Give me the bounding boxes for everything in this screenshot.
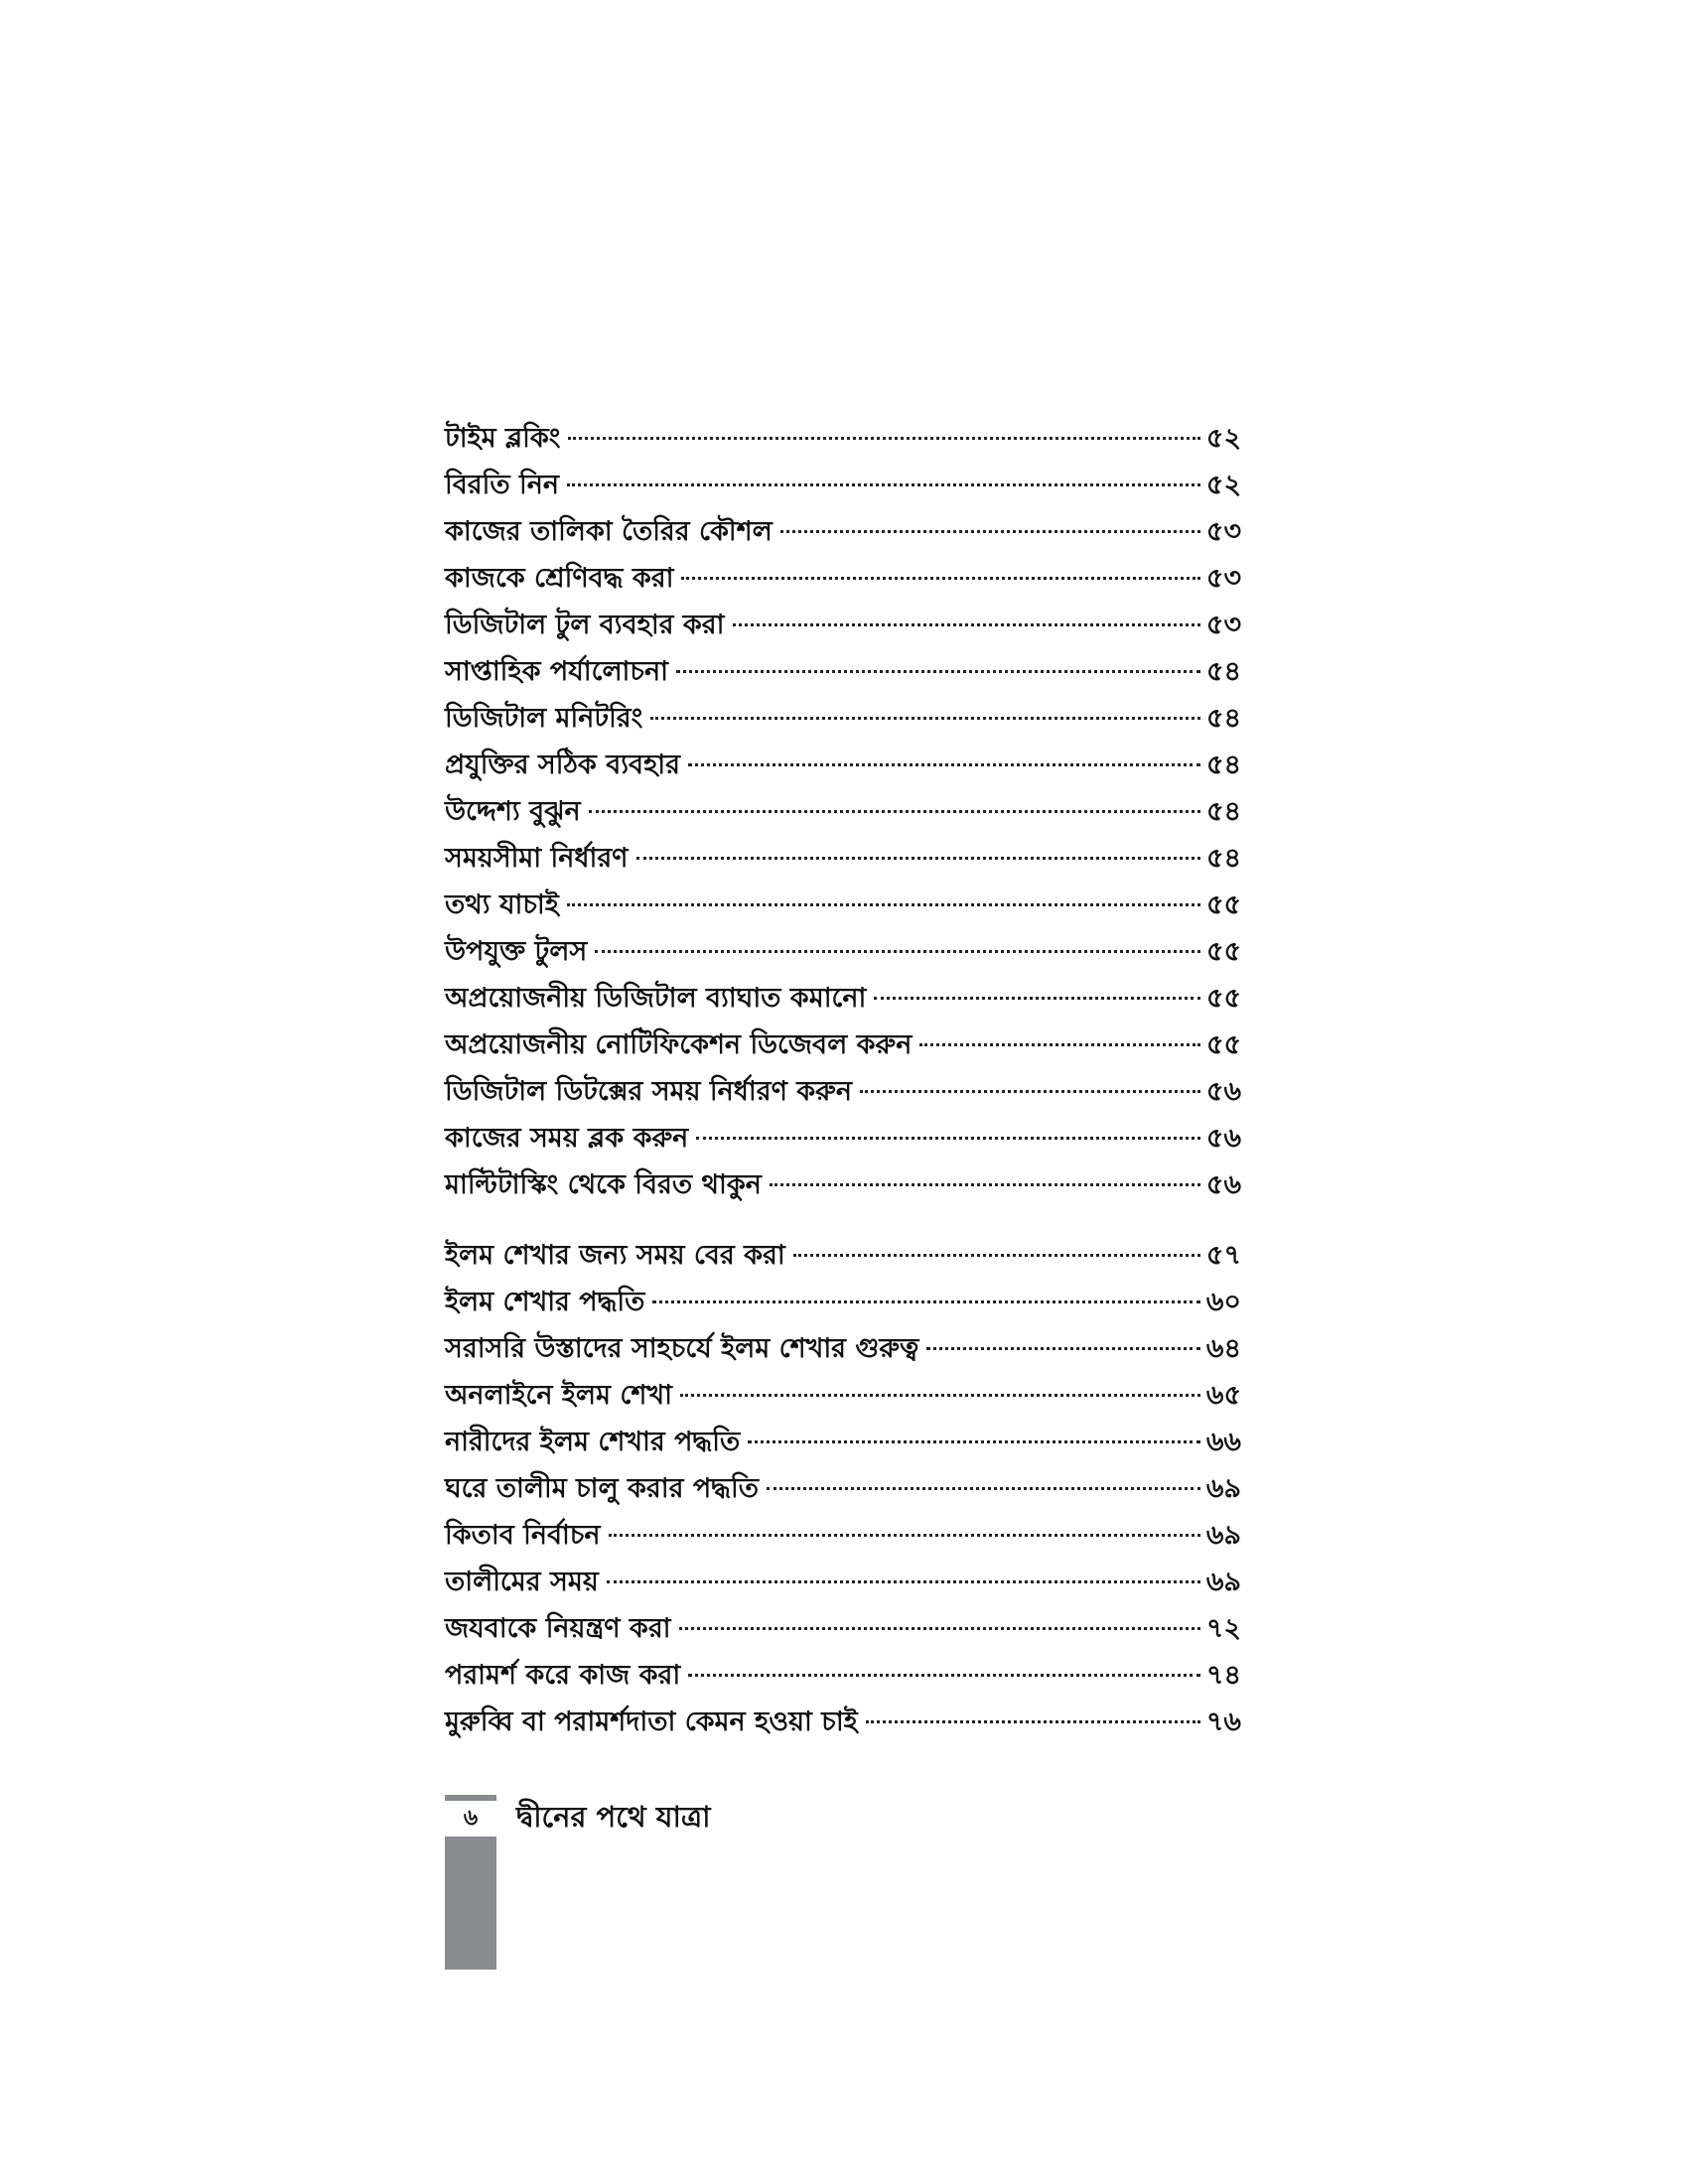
- toc-entry-title: ডিজিটাল ডিটক্সের সময় নির্ধারণ করুন: [445, 1076, 853, 1107]
- dot-leader: [681, 577, 1199, 580]
- toc-entry[interactable]: [445, 1699, 1241, 1745]
- toc-entry[interactable]: [445, 1232, 1241, 1279]
- dot-leader: [748, 1440, 1200, 1443]
- toc-group: [445, 415, 1241, 1208]
- toc-entry[interactable]: [445, 788, 1241, 835]
- toc-entry-page: ৬৯: [1205, 1520, 1241, 1551]
- dot-leader: [567, 483, 1200, 486]
- toc-entry-title: টাইম ব্লকিং: [445, 423, 561, 454]
- toc-entry-title: কাজের তালিকা তৈরির কৌশল: [445, 516, 773, 547]
- toc-entry-page: ৫৫: [1205, 889, 1241, 920]
- toc-entry-title: ডিজিটাল মনিটরিং: [445, 703, 643, 734]
- toc-entry-page: ৫২: [1205, 470, 1241, 500]
- toc-entry-title: ইলম শেখার জন্য সময় বের করা: [445, 1240, 785, 1271]
- toc-entry[interactable]: [445, 835, 1241, 882]
- dot-leader: [568, 437, 1200, 440]
- toc-entry-title: তথ্য যাচাই: [445, 889, 559, 920]
- toc-entry[interactable]: [445, 975, 1241, 1022]
- dot-leader: [926, 1347, 1200, 1350]
- toc-entry[interactable]: [445, 1115, 1241, 1161]
- toc-entry-page: ৭২: [1205, 1613, 1241, 1644]
- page-footer: [445, 1795, 1041, 1970]
- toc-entry-title: ঘরে তালীম চালু করার পদ্ধতি: [445, 1473, 759, 1504]
- toc-entry[interactable]: [445, 508, 1241, 555]
- dot-leader: [595, 950, 1200, 953]
- toc-entry-title: প্রযুক্তির সঠিক ব্যবহার: [445, 750, 680, 780]
- page-number-tab: [445, 1795, 496, 1970]
- toc-entry-page: ৫৪: [1205, 656, 1241, 687]
- toc-entry[interactable]: [445, 1559, 1241, 1605]
- toc-entry[interactable]: [445, 1325, 1241, 1372]
- toc-entry-page: ৭৪: [1205, 1660, 1241, 1691]
- toc-entry-title: কিতাব নির্বাচন: [445, 1520, 601, 1551]
- toc-entry[interactable]: [445, 1068, 1241, 1115]
- toc-entry-title: তালীমের সময়: [445, 1567, 599, 1597]
- toc-entry[interactable]: [445, 1022, 1241, 1068]
- toc-entry-title: অপ্রয়োজনীয় ডিজিটাল ব্যাঘাত কমানো: [445, 983, 867, 1014]
- toc-entry-title: নারীদের ইলম শেখার পদ্ধতি: [445, 1427, 741, 1457]
- dot-leader: [767, 1487, 1200, 1490]
- dot-leader: [567, 903, 1200, 906]
- dot-leader: [607, 1580, 1200, 1583]
- toc-entry-title: ডিজিটাল টুল ব্যবহার করা: [445, 610, 725, 640]
- toc-entry[interactable]: [445, 742, 1241, 788]
- toc-entry-page: ৫৭: [1205, 1240, 1241, 1271]
- dot-leader: [688, 1674, 1200, 1677]
- toc-entry[interactable]: [445, 1652, 1241, 1699]
- dot-leader: [696, 1137, 1200, 1140]
- toc-entry-page: ৫৪: [1205, 750, 1241, 780]
- dot-leader: [680, 1394, 1200, 1397]
- toc-entry-title: কাজের সময় ব্লক করুন: [445, 1123, 689, 1154]
- dot-leader: [609, 1534, 1200, 1537]
- dot-leader: [589, 810, 1200, 813]
- toc-entry[interactable]: [445, 1465, 1241, 1512]
- dot-leader: [866, 1720, 1200, 1723]
- dot-leader: [860, 1090, 1200, 1093]
- toc-entry-page: ৬০: [1205, 1287, 1241, 1317]
- toc-entry-page: ৬৪: [1205, 1333, 1241, 1364]
- toc-entry-title: মাল্টিটাস্কিং থেকে বিরত থাকুন: [445, 1169, 762, 1200]
- toc-entry-page: ৫৪: [1205, 843, 1241, 874]
- toc-entry-title: বিরতি নিন: [445, 470, 559, 500]
- dot-leader: [919, 1043, 1200, 1046]
- toc-entry[interactable]: [445, 648, 1241, 695]
- toc-entry[interactable]: [445, 1279, 1241, 1325]
- toc-entry-page: ৫৬: [1205, 1123, 1241, 1154]
- toc-entry-page: ৫৫: [1205, 936, 1241, 967]
- toc-entry-title: মুরুব্বি বা পরামর্শদাতা কেমন হওয়া চাই: [445, 1706, 858, 1737]
- toc-entry-page: ৫৬: [1205, 1076, 1241, 1107]
- toc-entry-page: ৫৪: [1205, 796, 1241, 827]
- toc-entry-page: ৭৬: [1205, 1706, 1241, 1737]
- toc-entry[interactable]: [445, 462, 1241, 508]
- table-of-contents: [445, 415, 1241, 1745]
- toc-entry[interactable]: [445, 415, 1241, 462]
- toc-entry[interactable]: [445, 928, 1241, 975]
- toc-entry-page: ৫৩: [1205, 563, 1241, 594]
- toc-entry-page: ৫৬: [1205, 1169, 1241, 1200]
- dot-leader: [676, 670, 1200, 673]
- dot-leader: [688, 763, 1200, 766]
- toc-entry-page: ৫৪: [1205, 703, 1241, 734]
- dot-leader: [650, 717, 1200, 720]
- toc-entry-title: কাজকে শ্রেণিবদ্ধ করা: [445, 563, 674, 594]
- toc-entry-page: ৬৯: [1205, 1567, 1241, 1597]
- toc-entry-page: ৫২: [1205, 423, 1241, 454]
- toc-entry-title: সময়সীমা নির্ধারণ: [445, 843, 629, 874]
- toc-entry[interactable]: [445, 1512, 1241, 1559]
- toc-entry-title: পরামর্শ করে কাজ করা: [445, 1660, 681, 1691]
- toc-entry[interactable]: [445, 695, 1241, 742]
- toc-entry-title: সরাসরি উস্তাদের সাহচর্যে ইলম শেখার গুরুত্ব: [445, 1333, 919, 1364]
- toc-entry-page: ৫৩: [1205, 516, 1241, 547]
- toc-entry-page: ৬৯: [1205, 1473, 1241, 1504]
- toc-entry[interactable]: [445, 1419, 1241, 1465]
- toc-entry[interactable]: [445, 1161, 1241, 1208]
- dot-leader: [780, 530, 1200, 533]
- dot-leader: [652, 1300, 1199, 1303]
- dot-leader: [874, 997, 1200, 1000]
- toc-entry-title: ইলম শেখার পদ্ধতি: [445, 1287, 645, 1317]
- toc-entry[interactable]: [445, 1605, 1241, 1652]
- toc-entry[interactable]: [445, 555, 1241, 602]
- dot-leader: [793, 1254, 1200, 1257]
- dot-leader: [636, 857, 1200, 860]
- tab-gray-block: [445, 1837, 496, 1970]
- toc-entry-title: অনলাইনে ইলম শেখা: [445, 1380, 672, 1411]
- toc-entry-page: ৫৫: [1205, 1029, 1241, 1060]
- toc-entry-title: জযবাকে নিয়ন্ত্রণ করা: [445, 1613, 671, 1644]
- toc-entry-page: ৬৫: [1205, 1380, 1241, 1411]
- dot-leader: [679, 1627, 1200, 1630]
- footer-page-number: ৬: [463, 1806, 479, 1831]
- toc-entry[interactable]: [445, 882, 1241, 928]
- toc-entry-title: অপ্রয়োজনীয় নোটিফিকেশন ডিজেবল করুন: [445, 1029, 913, 1060]
- toc-entry[interactable]: [445, 602, 1241, 648]
- toc-entry-title: উদ্দেশ্য বুঝুন: [445, 796, 581, 827]
- toc-entry-title: উপযুক্ত টুলস: [445, 936, 588, 967]
- toc-entry[interactable]: [445, 1372, 1241, 1419]
- toc-entry-title: সাপ্তাহিক পর্যালোচনা: [445, 656, 668, 687]
- dot-leader: [733, 623, 1200, 626]
- toc-group: [445, 1232, 1241, 1745]
- footer-book-title: দ্বীনের পথে যাত্রা: [516, 1800, 711, 1834]
- dot-leader: [770, 1183, 1200, 1186]
- toc-entry-page: ৬৬: [1205, 1427, 1241, 1457]
- toc-entry-page: ৫৫: [1205, 983, 1241, 1014]
- toc-entry-page: ৫৩: [1205, 610, 1241, 640]
